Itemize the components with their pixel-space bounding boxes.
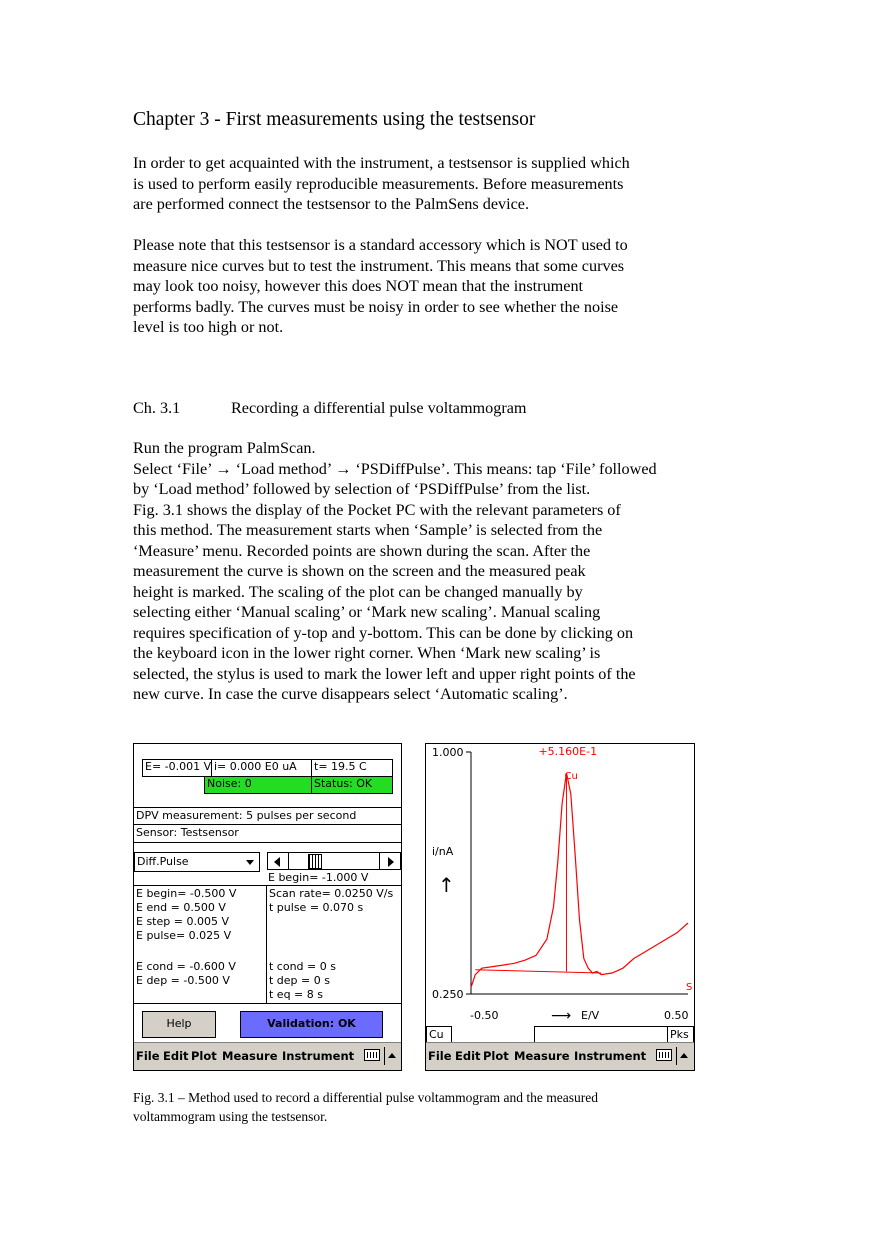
peak-tab-cu[interactable]: Cu xyxy=(426,1026,452,1043)
intro-line: are performed connect the testsensor to the PalmSens device. xyxy=(133,195,530,213)
menu-plot[interactable]: Plot xyxy=(483,1049,509,1063)
parameter[interactable]: t pulse = 0.070 s xyxy=(269,901,364,914)
x-tick-right-label: 0.50 xyxy=(664,1009,689,1022)
chevron-down-icon xyxy=(246,860,254,865)
body-line: this method. The measurement starts when ‘Sample’ is selected from the xyxy=(133,521,603,539)
plot-screen xyxy=(425,743,695,1071)
peaks-tab[interactable]: Pks xyxy=(667,1026,694,1043)
section-title: Recording a differential pulse voltammogram xyxy=(231,399,527,417)
parameter[interactable]: E pulse= 0.025 V xyxy=(136,929,232,942)
sip-up-arrow-icon[interactable] xyxy=(388,1053,396,1058)
voltammogram-curve xyxy=(471,770,688,988)
parameter[interactable]: E cond = -0.600 V xyxy=(136,960,236,973)
body-paragraph xyxy=(133,438,733,705)
note-paragraph xyxy=(133,235,733,338)
scroll-left-icon[interactable] xyxy=(274,857,280,867)
parameter-scrollbar[interactable] xyxy=(267,852,401,870)
parameter[interactable]: E dep = -0.500 V xyxy=(136,974,230,987)
divider xyxy=(384,1047,385,1065)
parameter[interactable]: t dep = 0 s xyxy=(269,974,330,987)
parameter[interactable]: E end = 0.500 V xyxy=(136,901,226,914)
x-tick-left-label: -0.50 xyxy=(470,1009,499,1022)
menu-edit[interactable]: Edit xyxy=(163,1049,189,1063)
sensor-description: Sensor: Testsensor xyxy=(136,826,239,839)
caption-line: voltammogram using the testsensor. xyxy=(133,1109,328,1124)
peak-name-label: Cu xyxy=(564,770,578,782)
voltammogram-plot[interactable] xyxy=(426,744,694,1026)
menu-file[interactable]: File xyxy=(428,1049,452,1063)
menu-edit[interactable]: Edit xyxy=(455,1049,481,1063)
technique-select[interactable] xyxy=(134,852,260,872)
divider xyxy=(266,885,267,1003)
method-screen xyxy=(133,743,402,1071)
body-line: requires specification of y-top and y-bottom. This can be done by clicking on xyxy=(133,623,634,642)
time-parameters xyxy=(269,960,336,1002)
parameter[interactable]: E step = 0.005 V xyxy=(136,915,229,928)
peak-info-field xyxy=(534,1026,668,1043)
body-line: the keyboard icon in the lower right corner. When ‘Mark new scaling’ is xyxy=(133,644,601,662)
body-line: by ‘Load method’ followed by selection of ‘PSDiffPulse’ from the list. xyxy=(133,480,591,498)
section-number: Ch. 3.1 xyxy=(133,399,181,417)
measurement-description: DPV measurement: 5 pulses per second xyxy=(136,809,357,822)
y-tick-bottom-label: 0.250 xyxy=(432,988,464,1001)
menu-bar xyxy=(134,1042,401,1070)
note-line: measure nice curves but to test the instrument. This means that some curves xyxy=(133,256,625,275)
caption-line: Fig. 3.1 – Method used to record a differential pulse voltammogram and the measured xyxy=(133,1090,599,1105)
note-line: performs badly. The curves must be noisy in order to see whether the noise xyxy=(133,297,619,316)
note-line: Please note that this testsensor is a standard accessory which is NOT used to xyxy=(133,236,628,254)
technique-value: Diff.Pulse xyxy=(137,855,189,868)
menu-instrument[interactable]: Instrument xyxy=(282,1049,355,1063)
body-line: Select ‘File’ → ‘Load method’ → ‘PSDiffPulse’. This means: tap ‘File’ followed xyxy=(133,459,657,478)
note-line: level is too high or not. xyxy=(133,318,284,336)
potential-readout: E= -0.001 V xyxy=(142,759,212,777)
parameter[interactable]: t cond = 0 s xyxy=(269,960,336,973)
menu-measure[interactable]: Measure xyxy=(222,1049,278,1063)
divider xyxy=(379,853,380,869)
parameter[interactable]: E begin= -0.500 V xyxy=(136,887,237,900)
keyboard-icon[interactable] xyxy=(656,1049,672,1061)
y-axis-arrow: ↑ xyxy=(438,873,455,897)
temperature-readout: t= 19.5 C xyxy=(311,759,393,777)
menu-measure[interactable]: Measure xyxy=(514,1049,570,1063)
parameter[interactable]: t eq = 8 s xyxy=(269,988,323,1001)
note-line: may look too noisy, however this does NOT mean that the instrument xyxy=(133,277,584,295)
scroll-right-icon[interactable] xyxy=(388,857,394,867)
peak-baseline xyxy=(475,970,601,973)
menu-file[interactable]: File xyxy=(136,1049,160,1063)
x-axis-arrow: ⟶ xyxy=(551,1008,572,1024)
divider xyxy=(134,885,401,886)
intro-line: In order to get acquainted with the instrument, a testsensor is supplied which xyxy=(133,154,630,172)
body-line: height is marked. The scaling of the plot can be changed manually by xyxy=(133,582,583,601)
divider xyxy=(134,842,401,843)
y-axis-label: i/nA xyxy=(432,845,454,858)
divider xyxy=(288,853,289,869)
divider xyxy=(676,1047,677,1065)
body-line: ‘Measure’ menu. Recorded points are shown during the scan. After the xyxy=(133,541,591,560)
menu-instrument[interactable]: Instrument xyxy=(574,1049,647,1063)
peak-value-label: +5.160E-1 xyxy=(538,744,598,758)
status-indicator: Status: OK xyxy=(311,776,393,794)
parameter[interactable]: Scan rate= 0.0250 V/s xyxy=(269,887,394,900)
divider xyxy=(134,824,401,825)
divider xyxy=(134,1003,401,1004)
intro-paragraph xyxy=(133,153,733,215)
potential-parameters xyxy=(136,887,236,943)
keyboard-icon[interactable] xyxy=(364,1049,380,1061)
scroll-thumb[interactable] xyxy=(308,854,322,869)
body-line: measurement the curve is shown on the screen and the measured peak xyxy=(133,562,586,580)
body-line: selecting either ‘Manual scaling’ or ‘Mark new scaling’. Manual scaling xyxy=(133,603,601,621)
timing-parameters xyxy=(269,887,393,915)
divider xyxy=(134,807,401,808)
menu-plot[interactable]: Plot xyxy=(191,1049,217,1063)
sip-up-arrow-icon[interactable] xyxy=(680,1053,688,1058)
figure-caption xyxy=(133,1088,598,1126)
body-line: Fig. 3.1 shows the display of the Pocket PC with the relevant parameters of xyxy=(133,500,621,519)
conditioning-parameters xyxy=(136,960,236,988)
noise-indicator: Noise: 0 xyxy=(204,776,312,794)
x-axis-label: E/V xyxy=(581,1009,600,1022)
chapter-title: Chapter 3 - First measurements using the testsensor xyxy=(133,109,536,130)
body-line: Run the program PalmScan. xyxy=(133,439,316,457)
help-button[interactable]: Help xyxy=(142,1011,216,1038)
intro-line: is used to perform easily reproducible measurements. Before measurements xyxy=(133,174,624,193)
validation-button[interactable]: Validation: OK xyxy=(240,1011,383,1038)
end-marker-label: S xyxy=(686,982,693,993)
body-line: selected, the stylus is used to mark the lower left and upper right points of the xyxy=(133,664,636,683)
y-tick-top-label: 1.000 xyxy=(432,746,464,759)
body-line: new curve. In case the curve disappears select ‘Automatic scaling’. xyxy=(133,685,568,703)
menu-bar xyxy=(426,1042,694,1070)
current-readout: i= 0.000 E0 uA xyxy=(211,759,312,777)
slider-readout: E begin= -1.000 V xyxy=(268,871,369,884)
